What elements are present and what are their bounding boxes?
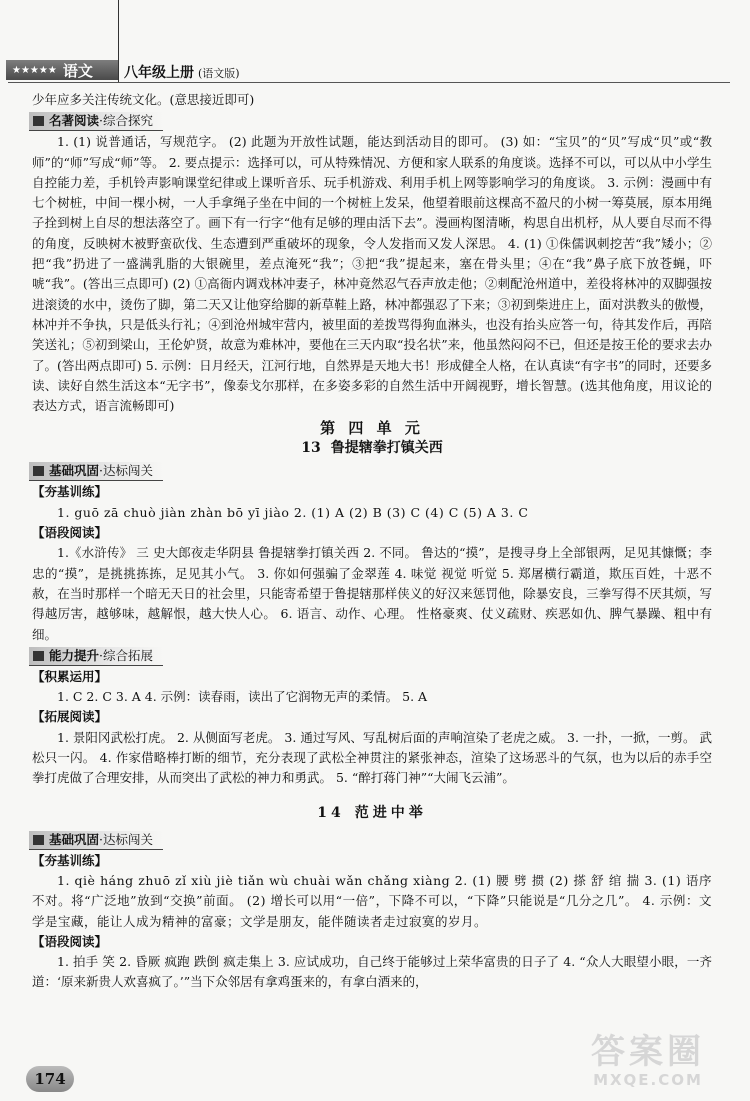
watermark-title: 答案圈 [591, 1032, 705, 1072]
ext-label-13: 【拓展阅读】 [32, 709, 108, 725]
header-rule [8, 82, 730, 83]
reading-answers-13: 1.《水浒传》 三 史大郎夜走华阴县 鲁提辖拳打镇关西 2. 不同。 鲁达的“摸”，是搜寻身上全部银两，足见其慷慨；李忠的“摸”，是挑挑拣拣，足见其小气。 3. 你如何强骗了金翠莲 4. 味觉 视觉 听觉 5. 郑屠横行霸道，欺压百姓，十恶不赦，在当时那样一个暗无天日的社会里，只能寄希望于鲁提辖那样侠义的好汉来惩罚他，除暴安良，三拳写得不厌其烦，写得越厉害，越够味，越解恨，越大快人心。 6. 语言、动作、心理。 性格豪爽、仗义疏财、疾恶如仇、脾气暴躁、粗中有细。 [32, 545, 712, 642]
grade-label [124, 62, 240, 82]
banner-subtitle: ·综合拓展 [99, 647, 153, 663]
lesson-13-name: 鲁提辖拳打镇关西 [330, 440, 443, 457]
banner-subtitle: ·达标闯关 [99, 831, 153, 847]
lesson-14-title [32, 803, 712, 823]
reading-label-14: 【语段阅读】 [32, 933, 108, 949]
section-banner-classics [29, 112, 163, 131]
banner-title: 名著阅读 [49, 113, 100, 129]
banner-mark-icon [33, 466, 44, 476]
section-banner-basics-13 [29, 462, 163, 481]
drill-label-13: 【夯基训练】 [32, 484, 108, 500]
banner-mark-icon [33, 116, 44, 126]
section-banner-basics-14 [29, 831, 163, 850]
banner-title: 基础巩固 [49, 831, 100, 847]
classics-answers: 1. (1) 说普通话，写规范字。 (2) 此题为开放性试题，能达到活动目的即可。 (3) 如：“宝贝”的“贝”写成“贝”或“教师”的“师”写成“师”等。 2. 要点提示：选择可以，可从特殊情况、方便和家人联系的角度谈。选择不可以，可以从中小学生自控能力差，手机铃声影响课堂纪律或上课听音乐、玩手机游戏、利用手机上网等影响学习的角度谈。 3. 示例：漫画中有七个树桩，中间一棵小树，一人手拿绳子坐在中间的一个树桩上发呆，他望着眼前这棵高不盈尺的小树一筹莫展，原本用绳子拴到树上自尽的想法落空了。画下有一行字“他有足够的理由活下去”。漫画构图清晰，构思自出机杼，从人要自尽而不得的角度，反映树木被野蛮砍伐、生态遭到严重破坏的现象，令人发指而又发人深思。 4. (1) ①侏儒讽刺挖苦“我”矮小；②把“我”扔进了一盛满乳脂的大银碗里，差点淹死“我”；③把“我”提起来，塞在骨头里；④在“我”鼻子底下放苍蝇，吓唬“我”。(答出三点即可) (2) ①高衙内调戏林冲妻子，林冲竟然忍气吞声放走他；②刺配沧州道中，差役将林冲的双脚强按进滚烫的水中，烫伤了脚，第二天又让他穿给脚的新草鞋上路，林冲都强忍了下来；③初到柴进庄上，面对洪教头的傲慢，林冲并不争执，只是低头行礼；④到沧州城牢营内，被里面的差拨骂得狗血淋头，也没有抬头应答一句，待其发作后，再陪笑送礼；⑤初到梁山，王伦妒贤，故意为难林冲，要他在三天内取“投名状”来，他虽然闷闷不已，但还是按王伦的要求去办了。(答出两点即可) 5. 示例：日月经天，江河行地，自然界是天地大书！形成健全人格，在认真读“有字书”的同时，还要多读、读好自然生活这本“无字书”，像泰戈尔那样，在多姿多彩的自然生活中开阔视野，增长智慧。(选其他角度，用议论的表达方式，语言流畅即可) [32, 134, 712, 414]
lesson-13-number: 13 [301, 440, 321, 457]
accum-label-13: 【积累运用】 [32, 668, 108, 684]
banner-subtitle: ·达标闯关 [99, 463, 153, 479]
page-content [32, 90, 712, 993]
banner-mark-icon [33, 651, 44, 661]
watermark-logo [568, 1033, 728, 1093]
lesson-14-name: 范进中举 [354, 804, 427, 821]
intro-line: 少年应多关注传统文化。(意思接近即可) [32, 92, 255, 107]
lesson-14-number: 14 [317, 804, 345, 821]
drill-answers-13: 1. guō zā chuò jiàn zhàn bō yī jiào 2. (1) A (2) B (3) C (4) C (5) A 3. C [57, 504, 529, 520]
page-number: 174 [26, 1066, 74, 1092]
drill-label-14: 【夯基训练】 [32, 852, 108, 868]
ext-answers-13: 1. 景阳冈武松打虎。 2. 从侧面写老虎。 3. 通过写风、写乱树后面的声响渲染了老虎之威。 3. 一扑，一掀，一剪。 武松只一闪。 4. 作家借略棒打断的细节，充分表现了武松全神贯注的紧张神态，渲染了这场恶斗的气氛，也为以后的赤手空拳打虎做了合理安排，从而突出了武松的神力和勇武。 5. “醉打蒋门神”“大闹飞云浦”。 [32, 729, 712, 786]
page-header [0, 0, 750, 82]
edition-text: (语文版) [198, 67, 240, 80]
section-banner-ability-13 [29, 647, 163, 666]
reading-answers-14: 1. 拍手 笑 2. 昏厥 疯跑 跌倒 疯走集上 3. 应试成功，自己终于能够过上荣华富贵的日子了 4. “众人大眼望小眼，一齐道：‘原来新贵人欢喜疯了。’”当下众邻居有拿鸡蛋来的，有拿白酒来的， [32, 954, 712, 990]
header-divider [118, 0, 119, 82]
banner-mark-icon [33, 835, 44, 845]
accum-answers-13: 1. C 2. C 3. A 4. 示例：读春雨，读出了它润物无声的柔情。 5. A [57, 689, 428, 705]
grade-text: 八年级上册 [124, 65, 194, 81]
banner-title: 基础巩固 [49, 463, 100, 479]
drill-answers-14: 1. qiè háng zhuō zǐ xiù jiè tiǎn wù chuài wǎn chǎng xiàng 2. (1) 腰 劈 掼 (2) 搽 舒 绾 揣 3. (1) 语序不对。将“广泛地”放到“交换”前面。 (2) 增长可以用“一倍”，下降不可以，“下降”只能说是“几分之几”。 4. 示例：文学是宝藏，能让人成为精神的富豪；文学是朋友，能伴随读者走过寂寞的岁月。 [32, 872, 712, 929]
subject-label: 语文 [62, 61, 93, 80]
watermark-url: MXQE.COM [593, 1071, 703, 1089]
reading-label-13: 【语段阅读】 [32, 525, 108, 541]
unit-title: 第 四 单 元 [320, 419, 424, 438]
lesson-13-title [32, 438, 712, 458]
banner-subtitle: ·综合探究 [99, 113, 153, 129]
subject-badge [6, 60, 118, 80]
rating-stars: ★★★★★ [12, 64, 57, 76]
banner-title: 能力提升 [49, 647, 100, 663]
